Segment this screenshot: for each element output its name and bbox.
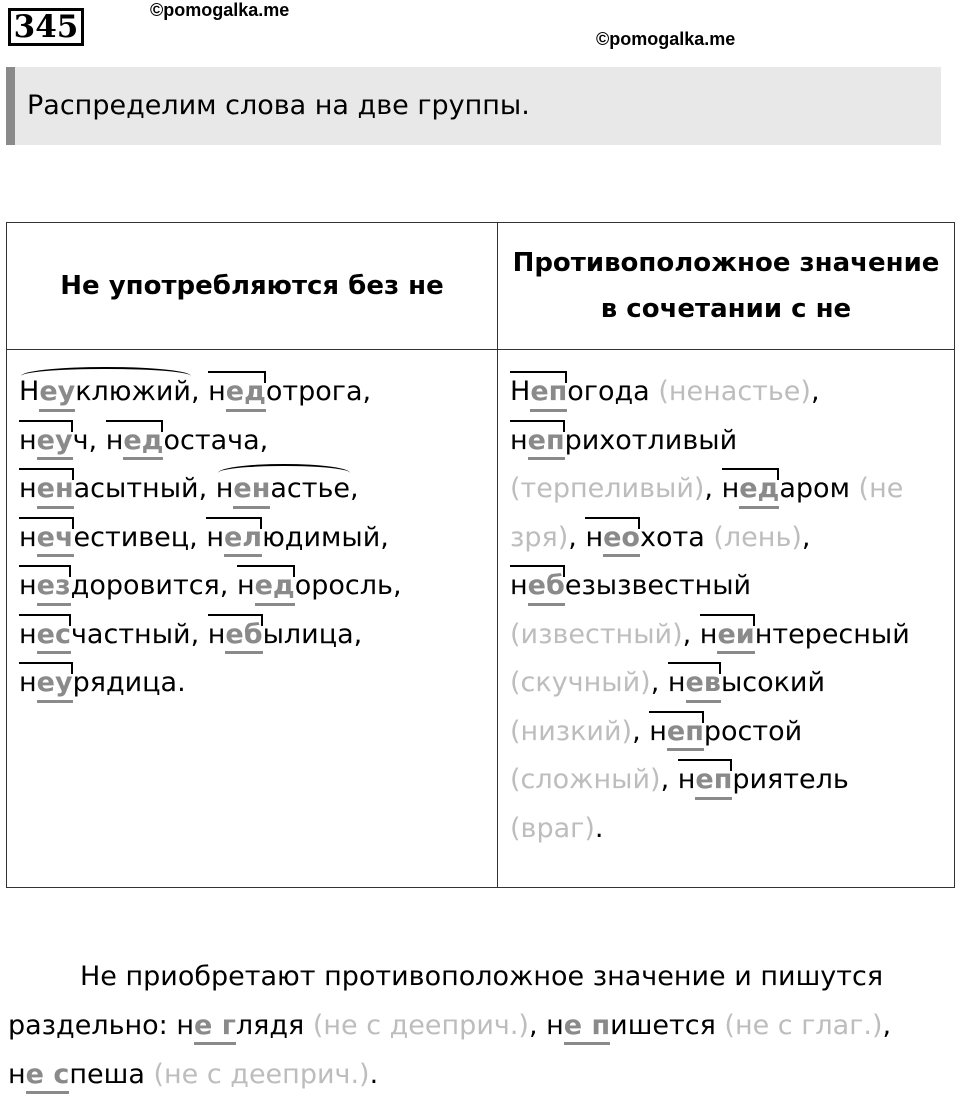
column-opposite-meaning: Непогода (ненастье), неприхотливый (терпеливый), недаром (не зря), неохота (лень), небезызвестный (известный), неинтересный (скучный), невысокий (низкий), непростой (сложный), неприятель (враг). <box>498 350 955 888</box>
conclusion-paragraph <box>8 952 953 1099</box>
table-body-row <box>7 350 955 888</box>
example-note: (не с дееприч.) <box>144 1059 370 1090</box>
word-item: несчастный <box>19 619 191 650</box>
antonym-note: ненастье <box>668 376 801 407</box>
word-item: неурядица <box>19 667 177 698</box>
word-item: неинтересный <box>700 619 910 650</box>
header-opposite-meaning: Противоположное значение в сочетании с не <box>498 223 955 350</box>
conclusion-text: Не приобретают противоположное значение и пишутся раздельно: не глядя (не с дееприч.), не пишется (не с глаг.), не спеша (не с дееприч.). <box>8 961 891 1090</box>
word-item: недостача <box>106 425 260 456</box>
antonym-note: лень <box>723 521 792 553</box>
word-item: нездоровится <box>19 570 220 601</box>
watermark-right: ©pomogalka.me <box>596 29 736 49</box>
word-item: нечестивец <box>19 522 189 553</box>
intro-banner: Распределим слова на две группы. <box>6 67 941 145</box>
example-phrase: не спеша <box>8 1059 145 1090</box>
antonym-note: сложный <box>520 764 651 795</box>
antonym-note: не зря <box>510 473 904 553</box>
word-item: небезызвестный <box>510 570 751 601</box>
word-item: недоросль <box>237 570 393 601</box>
word-item: невысокий <box>668 667 825 698</box>
antonym-note: терпеливый <box>520 473 694 504</box>
column-without-ne: Неуклюжий, недотрога, неуч, недостача, ненасытный, ненастье, нечестивец, нелюдимый, нездоровится, недоросль, несчастный, небылица, неурядица. <box>7 350 498 888</box>
antonym-note: известный <box>520 618 673 650</box>
word-item: недаром <box>722 473 850 504</box>
table-header-row <box>7 223 955 350</box>
example-phrase: не глядя <box>176 1010 304 1041</box>
word-item: неохота <box>585 522 704 553</box>
watermark-top: ©pomogalka.me <box>150 0 290 20</box>
header-without-ne: Не употребляются без не <box>7 223 498 350</box>
word-item: недотрога <box>208 376 362 407</box>
word-item: неприхотливый <box>510 425 737 456</box>
word-item: нелюдимый <box>206 522 380 553</box>
example-note: (не с дееприч.) <box>304 1010 529 1041</box>
word-groups-table <box>6 222 955 888</box>
task-number: 345 <box>8 8 84 46</box>
example-note: (не с глаг.) <box>715 1010 883 1041</box>
antonym-note: скучный <box>520 667 641 698</box>
word-item: Непогода <box>510 376 650 407</box>
antonym-note: враг <box>520 812 585 844</box>
word-item: небылица <box>208 619 354 650</box>
word-item: непростой <box>649 716 802 747</box>
word-item: ненастье <box>216 473 350 504</box>
word-item: Неуклюжий <box>19 376 191 407</box>
word-item: неприятель <box>678 764 849 795</box>
example-phrase: не пишется <box>546 1010 716 1041</box>
word-item: ненасытный <box>19 473 199 504</box>
antonym-note: низкий <box>520 715 622 747</box>
word-item: неуч <box>19 425 89 456</box>
